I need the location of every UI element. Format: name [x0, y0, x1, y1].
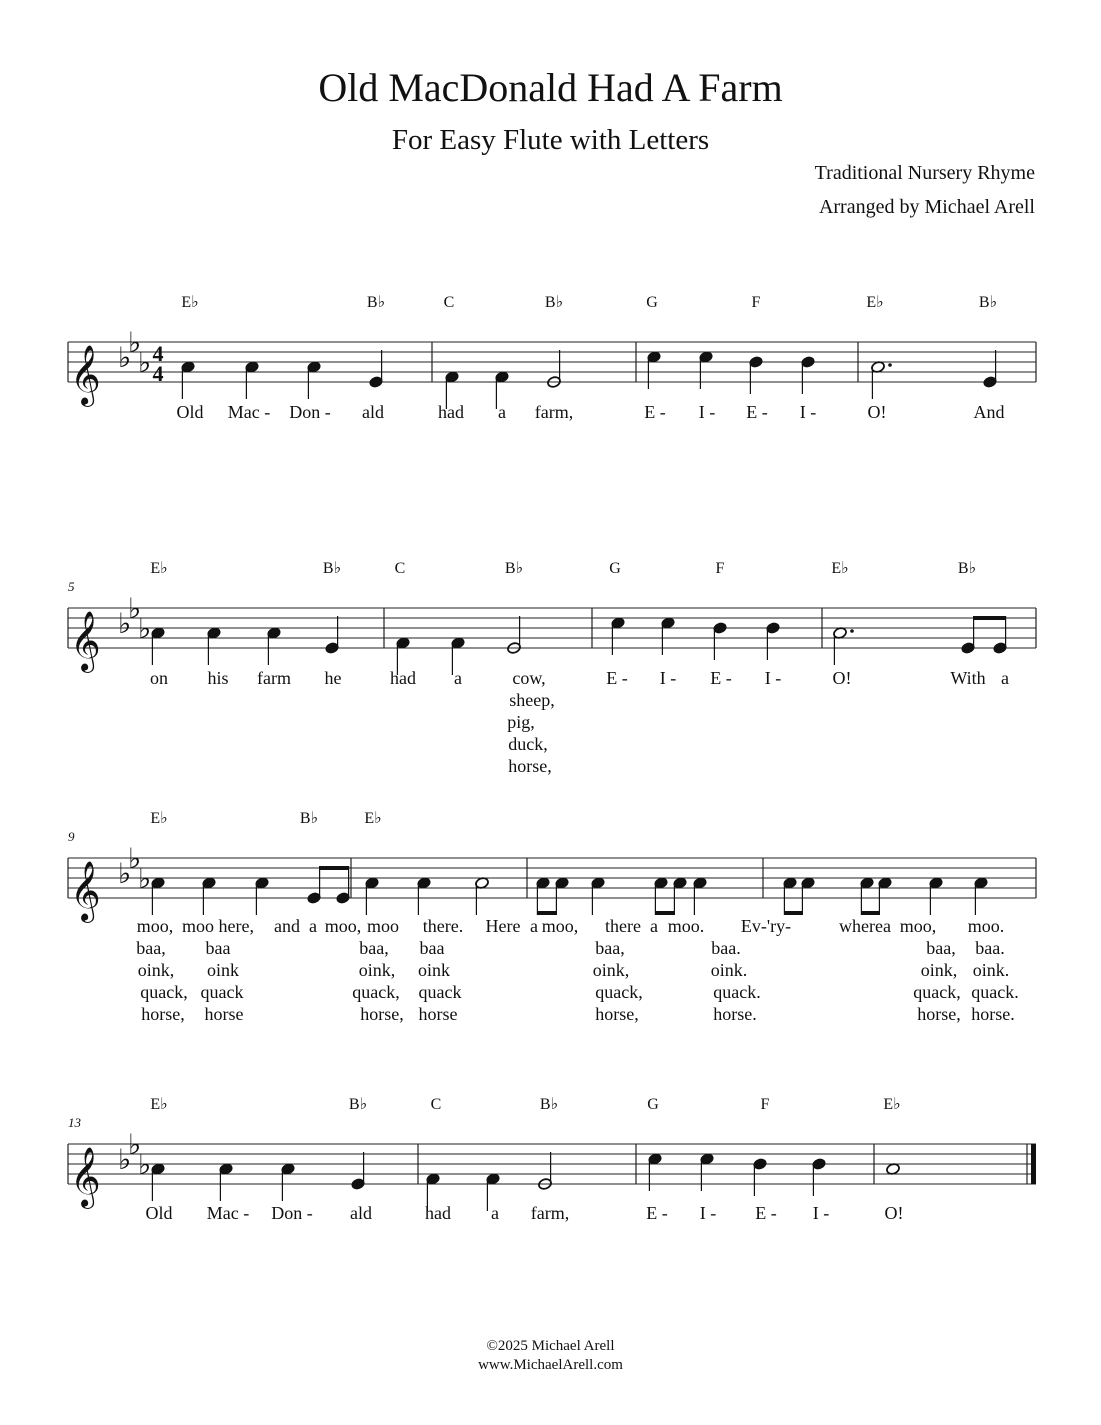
lyric-syllable: E - [710, 668, 732, 688]
lyric-syllable: quack. [713, 982, 761, 1002]
lyric-syllable: he [324, 668, 342, 688]
lyric-syllable: had [390, 668, 416, 688]
note [475, 877, 490, 915]
lyric-syllable: on [150, 668, 168, 688]
note [801, 356, 816, 394]
note [369, 350, 384, 388]
treble-clef-icon: 𝄞 [70, 1147, 101, 1207]
time-signature-top: 4 [152, 341, 164, 366]
final-thick-barline [1031, 1144, 1036, 1184]
lyric-syllable: baa, [136, 938, 166, 958]
note [801, 877, 816, 915]
lyric-syllable: sheep, [509, 690, 555, 710]
flat-icon: ♭ [118, 1143, 132, 1176]
staff-system [68, 829, 1036, 923]
lyric-syllable: I - [699, 1203, 717, 1223]
note [151, 877, 166, 915]
lyric-syllable: horse. [971, 1004, 1015, 1024]
note [307, 361, 322, 399]
composer-credit: Traditional Nursery Rhyme [814, 162, 1035, 184]
chord-symbol: B♭ [544, 294, 564, 311]
lyric-syllable: oink [206, 960, 240, 980]
beam [784, 911, 802, 915]
chord-symbol: E♭ [150, 810, 168, 827]
lyric-syllable: E - [606, 668, 628, 688]
chord-symbol: B♭ [539, 1096, 559, 1113]
note [648, 1153, 663, 1191]
chord-symbol: B♭ [504, 560, 524, 577]
copyright-notice: ©2025 Michael Arell [486, 1338, 615, 1354]
note [860, 877, 875, 915]
chord-symbol: B♭ [348, 1096, 368, 1113]
note [766, 622, 781, 660]
chord-symbol: E♭ [866, 294, 884, 311]
lyric-syllable: horse, [141, 1004, 185, 1024]
note [749, 356, 764, 394]
treble-clef-icon: 𝄞 [70, 861, 101, 921]
note [547, 350, 562, 388]
note [753, 1158, 768, 1196]
lyric-syllable: quack [418, 982, 462, 1002]
flat-icon: ♭ [118, 341, 132, 374]
note [929, 877, 944, 915]
note [693, 877, 708, 915]
lyric-syllable: Mac - [227, 402, 271, 422]
lyric-syllable: where [839, 916, 883, 936]
note [255, 877, 270, 915]
treble-clef-icon: 𝄞 [70, 345, 101, 405]
note [961, 616, 976, 654]
chord-symbol: E♭ [150, 560, 168, 577]
note [974, 877, 989, 915]
note [307, 866, 322, 904]
lyric-syllable: Mac - [206, 1203, 250, 1223]
note [654, 877, 669, 915]
note [207, 627, 222, 665]
note [555, 877, 570, 915]
lyric-syllable: E - [646, 1203, 668, 1223]
lyric-syllable: moo [366, 916, 400, 936]
lyric-syllable: a [454, 668, 462, 688]
lyric-syllable: a [491, 1203, 499, 1223]
note [219, 1163, 234, 1201]
treble-clef-icon: 𝄞 [70, 611, 101, 671]
beam [655, 911, 674, 915]
lyric-syllable: I - [812, 1203, 830, 1223]
note [833, 627, 854, 665]
lyric-syllable: moo. [667, 916, 705, 936]
chord-symbol: B♭ [299, 810, 319, 827]
beam [537, 911, 556, 915]
flat-icon: ♭ [138, 862, 152, 895]
lyric-syllable: moo. [967, 916, 1005, 936]
note [661, 617, 676, 655]
note [267, 627, 282, 665]
lyric-syllable: And [973, 402, 1005, 422]
flat-icon: ♭ [118, 857, 132, 890]
chord-symbol: E♭ [364, 810, 382, 827]
lyric-syllable: ald [350, 1203, 372, 1223]
lyric-syllable: baa. [975, 938, 1005, 958]
lyric-syllable: O! [884, 1203, 904, 1223]
lyric-syllable: a [530, 916, 538, 936]
lyric-syllable: moo here, [182, 916, 254, 936]
note [591, 877, 606, 915]
lyric-syllable: a [309, 916, 317, 936]
note [878, 877, 893, 915]
lyric-syllable: had [425, 1203, 451, 1223]
note [699, 351, 714, 389]
lyric-syllable: his [207, 668, 229, 688]
lyric-syllable: Here [485, 916, 521, 936]
note [713, 622, 728, 660]
lyric-syllable: Don - [289, 402, 331, 422]
chord-symbol: G [609, 560, 621, 577]
flat-icon: ♭ [128, 842, 142, 875]
lyric-syllable: horse, [917, 1004, 961, 1024]
lyric-syllable: I - [799, 402, 817, 422]
lyric-syllable: Don - [271, 1203, 313, 1223]
lyric-syllable: quack [200, 982, 244, 1002]
lyric-syllable: E - [746, 402, 768, 422]
lyric-syllable: Old [145, 1203, 173, 1223]
lyric-syllable: a [650, 916, 658, 936]
lyric-syllable: oink, [592, 960, 630, 980]
chord-symbol: F [751, 294, 761, 311]
note [507, 616, 522, 654]
chord-symbol: B♭ [957, 560, 977, 577]
lyric-syllable: horse [204, 1004, 244, 1024]
staff-system [68, 579, 1036, 675]
lyric-syllable: oink [417, 960, 451, 980]
lyric-syllable: a [883, 916, 891, 936]
lyric-syllable: O! [832, 668, 852, 688]
chord-symbol: C [394, 560, 406, 577]
note [336, 866, 351, 904]
chord-symbol: E♭ [831, 560, 849, 577]
flat-icon: ♭ [128, 592, 142, 625]
measure-number: 5 [68, 579, 75, 594]
chord-symbol: B♭ [978, 294, 998, 311]
lyric-syllable: moo, [324, 916, 362, 936]
lyric-syllable: baa, [359, 938, 389, 958]
flat-icon: ♭ [138, 612, 152, 645]
note [202, 877, 217, 915]
lyric-syllable: quack, [140, 982, 188, 1002]
lyric-syllable: I - [698, 402, 716, 422]
chord-symbol: C [443, 294, 455, 311]
chord-symbol: G [646, 294, 658, 311]
note [700, 1153, 715, 1191]
website-link[interactable]: www.MichaelArell.com [478, 1357, 623, 1373]
note [611, 617, 626, 655]
note [281, 1163, 296, 1201]
note [325, 616, 340, 654]
lyric-syllable: moo, [136, 916, 174, 936]
lyric-syllable: quack, [595, 982, 643, 1002]
lyric-syllable: oink. [710, 960, 748, 980]
lyric-syllable: horse, [595, 1004, 639, 1024]
lyric-syllable: pig, [507, 712, 535, 732]
time-signature-bottom: 4 [152, 361, 164, 386]
chord-symbol: E♭ [150, 1096, 168, 1113]
flat-icon: ♭ [138, 1148, 152, 1181]
lyric-syllable: there [605, 916, 641, 936]
lyric-syllable: farm, [530, 1203, 570, 1223]
song-subtitle: For Easy Flute with Letters [391, 124, 710, 156]
lyric-syllable: farm [257, 668, 291, 688]
lyric-syllable: horse [418, 1004, 458, 1024]
flat-icon: ♭ [128, 326, 142, 359]
lyric-syllable: baa [419, 938, 445, 958]
lyric-syllable: had [438, 402, 464, 422]
chord-symbol: B♭ [366, 294, 386, 311]
chord-symbol: C [430, 1096, 442, 1113]
song-title: Old MacDonald Had A Farm [318, 65, 783, 110]
note [673, 877, 688, 915]
lyric-syllable: O! [867, 402, 887, 422]
lyric-syllable: farm, [534, 402, 574, 422]
lyric-syllable: E - [644, 402, 666, 422]
beam [861, 911, 879, 915]
note [647, 351, 662, 389]
lyric-syllable: oink, [137, 960, 175, 980]
dot [888, 363, 892, 367]
note [871, 361, 892, 399]
lyric-syllable: horse, [508, 756, 552, 776]
chord-symbol: E♭ [181, 294, 199, 311]
staff-system [68, 326, 1036, 409]
lyric-syllable: moo, [541, 916, 579, 936]
measure-number: 13 [68, 1115, 81, 1130]
lyric-syllable: ald [362, 402, 384, 422]
arranger-credit: Arranged by Michael Arell [818, 196, 1035, 218]
lyric-syllable: and [274, 916, 300, 936]
lyric-syllable: baa, [926, 938, 956, 958]
chord-symbol: G [647, 1096, 659, 1113]
note [536, 877, 551, 915]
staff-system [68, 1115, 1036, 1211]
note [181, 361, 196, 399]
note [245, 361, 260, 399]
note [538, 1152, 553, 1190]
lyric-syllable: baa [205, 938, 231, 958]
note [417, 877, 432, 915]
flat-icon: ♭ [118, 607, 132, 640]
lyric-syllable: Old [176, 402, 204, 422]
note [993, 616, 1008, 654]
flat-icon: ♭ [138, 346, 152, 379]
note [151, 1163, 166, 1201]
chord-symbol: F [760, 1096, 770, 1113]
note [812, 1158, 827, 1196]
lyric-syllable: oink, [358, 960, 396, 980]
lyric-syllable: quack. [971, 982, 1019, 1002]
lyric-syllable: oink. [972, 960, 1010, 980]
dot [850, 629, 854, 633]
chord-symbol: E♭ [883, 1096, 901, 1113]
flat-icon: ♭ [128, 1128, 142, 1161]
lyric-syllable: quack, [352, 982, 400, 1002]
chord-symbol: F [715, 560, 725, 577]
lyric-syllable: baa, [595, 938, 625, 958]
note [983, 350, 998, 388]
lyric-syllable: duck, [508, 734, 548, 754]
measure-number: 9 [68, 829, 75, 844]
note [365, 877, 380, 915]
lyric-syllable: E - [755, 1203, 777, 1223]
note [783, 877, 798, 915]
lyric-syllable: With [950, 668, 986, 688]
lyric-syllable: cow, [512, 668, 546, 688]
note [351, 1152, 366, 1190]
lyric-syllable: I - [764, 668, 782, 688]
lyric-syllable: a [1001, 668, 1009, 688]
chord-symbol: B♭ [322, 560, 342, 577]
beam [974, 616, 1006, 620]
lyric-syllable: a [498, 402, 506, 422]
lyric-syllable: oink, [920, 960, 958, 980]
lyric-syllable: quack, [913, 982, 961, 1002]
lyric-syllable: baa. [711, 938, 741, 958]
lyric-syllable: Ev-'ry- [740, 916, 792, 936]
lyric-syllable: horse, [360, 1004, 404, 1024]
note [151, 627, 166, 665]
lyric-syllable: there. [422, 916, 464, 936]
lyric-syllable: moo, [899, 916, 937, 936]
beam [320, 866, 349, 870]
lyric-syllable: horse. [713, 1004, 757, 1024]
lyric-syllable: I - [659, 668, 677, 688]
